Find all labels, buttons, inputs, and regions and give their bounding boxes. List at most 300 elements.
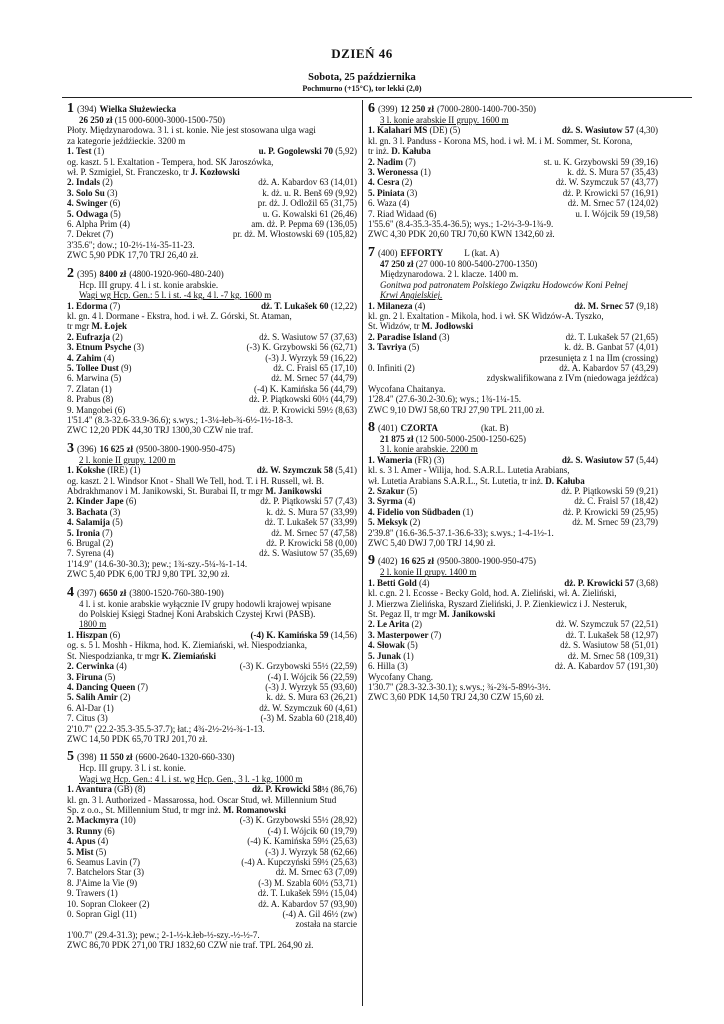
horse-name: 3. Masterpower <box>368 629 429 640</box>
text-field: 2 l. konie II grupy. 1400 m <box>380 567 477 578</box>
runner-row <box>67 713 357 723</box>
post-number: (4) <box>97 836 109 847</box>
jockey-odds: k. dż. B. Ganbat 57 (4,01) <box>564 342 658 353</box>
runner-row <box>67 878 357 888</box>
text-field: (6600-2640-1320-660-330) <box>135 752 235 763</box>
jockey-odds: dż. A. Kabardov 57 (191,30) <box>554 661 658 672</box>
post-number: (5) <box>95 846 107 857</box>
text-field: M. Romanowski <box>223 804 287 815</box>
horse-name: 3. Runny <box>67 825 103 836</box>
text-field: ZWC 86,70 PDK 271,00 TRJ 1832,60 CZW nie traf. TPL 264,90 zł. <box>67 940 314 951</box>
text-field: 1'30.7" (28.3-32.3-30.1); s.wys.; ¾-2¾-5-89½-3½. <box>368 681 551 692</box>
text-field: (9500-3800-1900-950-475) <box>437 556 536 567</box>
text-field: (397) <box>77 587 97 598</box>
text-field: L (kat. A) <box>464 247 500 258</box>
text-field: (GB) (8) <box>114 784 146 795</box>
text-field: 5 <box>67 749 74 765</box>
text-field: Abdrakhmanov i M. Janikowski, St. Burabai II, tr mgr <box>67 486 266 496</box>
text-field: (3800-1520-760-380-190) <box>129 587 224 598</box>
horse-name: 3. Weronessa <box>368 167 419 178</box>
horse-name: 3. Bachata <box>67 506 108 517</box>
horse-name: 3. Etnum Psyche <box>67 342 132 353</box>
text-field: tr mgr <box>67 321 92 332</box>
post-number: (4) <box>103 548 114 559</box>
post-number: (3) <box>97 713 108 724</box>
horse-name: 4. Dancing Queen <box>67 681 136 692</box>
jockey-odds: (-3) K. Grzybowski 55½ (22,59) <box>239 661 357 672</box>
column-divider <box>362 100 363 1006</box>
horse-name: 7. Citus <box>67 713 96 724</box>
horse-name: 5. Junak <box>368 650 402 661</box>
horse-name: 9. Mangobei <box>67 404 113 415</box>
text-field: 2'39.8" (16.6-36.5-37.1-36.6-33); s.wys.; 1-4-1½-1. <box>368 527 554 538</box>
post-number: (9) <box>121 362 132 373</box>
jockey-odds: (-3) J. Wyrzyk 58 (62,66) <box>265 846 357 857</box>
runner-row <box>67 507 357 517</box>
text-field: (FR) (3) <box>414 454 445 465</box>
runner-row <box>368 177 658 187</box>
runners-list <box>368 619 658 671</box>
post-number: (4) <box>398 198 410 209</box>
text-field: M. Janikowski <box>438 609 496 620</box>
runner-row <box>368 167 658 177</box>
text-field: og. kaszt. 2 l. Windsor Knot - Shall We Tell, hod. T. i H. Russell, wł. B. <box>67 475 324 486</box>
winner-row <box>67 465 357 475</box>
runner-row <box>67 682 357 692</box>
text-field: (7) <box>109 300 121 311</box>
text-field: Wycofany Chang. <box>368 671 433 682</box>
text-field: D. Kałuba <box>391 146 431 157</box>
race-conditions: Płoty. Międzynarodowa. 3 l. i st. konie. Nie jest stosowana ulga wagi <box>67 125 316 136</box>
jockey-odds: dż. W. Szymczuk 57 (43,77) <box>555 177 658 188</box>
runner-row <box>67 188 357 198</box>
runner-row <box>67 496 357 506</box>
horse-name: 3. Syrma <box>368 496 403 507</box>
horse-name: 4. Salamija <box>67 517 111 528</box>
runner-row <box>67 672 357 682</box>
horse-name: 3. Solo Su <box>67 187 105 198</box>
race-5 <box>67 750 357 950</box>
race-2 <box>67 267 357 436</box>
runner-row <box>67 373 357 383</box>
text-field: D. Kałuba <box>545 475 585 486</box>
jockey-odds: dż. P. Krowicki 59 (25,95) <box>562 506 658 517</box>
runner-row <box>368 619 658 629</box>
text-field: 3 <box>67 440 74 456</box>
text-field: (396) <box>77 443 97 454</box>
text-field: dż. M. Srnec 57 <box>574 300 634 311</box>
post-number: (5) <box>407 640 418 651</box>
runner-row <box>67 548 357 558</box>
runners-list <box>67 661 357 723</box>
text-field: 9 <box>368 553 375 569</box>
runner-row <box>67 332 357 342</box>
jockey-odds: dż. T. Lukašek 57 (21,65) <box>565 331 658 342</box>
winner-row <box>368 125 658 135</box>
text-field: 1'14.9" (14.6-30-30.3); pew.; 1¾-szy.-5¼-¾-1-14. <box>67 558 248 569</box>
runner-row <box>368 640 658 650</box>
text-field: Wycofana Chaitanya. <box>368 383 446 394</box>
runner-row <box>67 888 357 898</box>
jockey-odds: (-3) M. Szabla 60 (218,40) <box>260 713 357 724</box>
left-column <box>67 102 357 957</box>
horse-name: 5. Salih Amir <box>67 692 118 703</box>
horse-name: 6. Hilla <box>368 661 395 672</box>
text-field: kl. s. 3 l. Amer - Wilija, hod. S.A.R.L. Lutetia Arabians, <box>368 465 570 476</box>
text-field: Sp. z o.o., St. Millennium Stud, tr mgr inż. <box>67 804 224 815</box>
winner-row <box>67 630 357 640</box>
text-field: 16 625 zł <box>400 556 434 567</box>
horse-name: 5. Piniata <box>368 187 405 198</box>
post-number: (7) <box>102 527 113 538</box>
jockey-odds: u. G. Kowalski 61 (26,46) <box>262 208 357 219</box>
horse-name: 7. Syrena <box>67 548 101 559</box>
text-field: ZWC 12,20 PDK 44,30 TRJ 1300,30 CZW nie traf. <box>67 425 254 436</box>
horse-name: 6. Seamus Lavin <box>67 857 128 867</box>
race-6 <box>368 102 658 240</box>
post-number: (1) <box>403 650 414 661</box>
horse-name: 5. Tollee Dust <box>67 362 119 373</box>
text-field: (-4) K. Kamińska 59 <box>250 629 329 640</box>
race-7 <box>368 246 658 415</box>
runners-list <box>368 486 658 528</box>
horse-name: 6. Alpha Prim <box>67 219 118 230</box>
text-field: 8 <box>368 419 375 435</box>
jockey-odds: dż. A. Kabardov 63 (14,01) <box>258 177 357 188</box>
jockey-odds: dż. T. Lukašek 59½ (15,04) <box>257 888 357 899</box>
horse-name: 10. Sopran Clokeer <box>67 898 137 909</box>
horse-name: 7. Zlatan <box>67 383 99 394</box>
jockey-odds: dż. M. Srnec 57 (47,58) <box>271 527 357 538</box>
race-conditions-2: za kategorie jeźdźieckie. 3200 m <box>67 135 186 146</box>
text-field: (7000-2800-1400-700-350) <box>437 104 536 114</box>
race-9 <box>368 554 658 702</box>
runner-row <box>368 486 658 496</box>
post-number: (4) <box>119 219 131 230</box>
horse-name: 4. Fidelio von Südbaden <box>368 506 461 517</box>
jockey-odds: dż. S. Wasiutow 58 (51,01) <box>560 640 658 651</box>
text-field: Hcp. III grupy. 3 l. i st. konie. <box>79 763 186 774</box>
text-field: St. Niespodzianka, tr mgr <box>67 650 162 661</box>
post-number: (5) <box>110 373 122 384</box>
text-field: (1) <box>93 146 105 157</box>
race-8 <box>368 421 658 548</box>
jockey-odds: dż. M. Srnec 63 (7,09) <box>275 867 357 878</box>
jockey-odds: dż. P. Krowicki 58 (0,00) <box>266 538 357 549</box>
runner-row <box>67 219 357 229</box>
post-number: (5) <box>408 342 420 353</box>
horse-name: 7. Batchelors Star <box>67 867 132 878</box>
runner-row <box>67 857 357 867</box>
post-number: (2) <box>102 538 114 549</box>
runner-row <box>368 342 658 352</box>
jockey-odds: dż. W. Szymczuk 57 (22,51) <box>555 619 658 630</box>
jockey-odds: dż. P. Piątkowski 60½ (44,79) <box>249 394 357 405</box>
text-field: dż. A. Kabardov 57 (43,29) <box>559 362 658 373</box>
horse-name: 4. Słowak <box>368 640 406 651</box>
text-field: 2 <box>67 265 74 281</box>
jockey-odds: pr. dż. M. Włostowski 69 (105,82) <box>232 229 357 240</box>
text-field: 3 l. konie arabskie. 2200 m <box>380 444 478 455</box>
post-number: (4) <box>103 352 115 363</box>
text-field: 4 l. i st. konie arabskie wyłącznie IV grupy hodowli krajowej wpisane <box>79 598 332 609</box>
race-purse: 26 250 zł <box>79 115 113 125</box>
text-field: u. P. Gogolewski 70 <box>258 146 333 157</box>
runner-row <box>368 363 658 373</box>
text-field: kl. c.gn. 2 l. Ecosse - Becky Gold, hod. A. Zieliński, wł. A. Zieliński, <box>368 588 617 599</box>
runner-row <box>368 661 658 671</box>
post-number: (5) <box>112 517 123 528</box>
runner-row <box>368 651 658 661</box>
text-field: ZWC 4,30 PDK 20,60 TRJ 70,60 KWN 1342,60 zł. <box>368 229 555 240</box>
runner-row <box>67 836 357 846</box>
runner-row <box>67 209 357 219</box>
text-field: M. Jodłowski <box>421 321 474 332</box>
text-field: (12 500-5000-2500-1250-625) <box>415 433 526 444</box>
text-field: (86,76) <box>330 784 357 795</box>
runners-list <box>368 157 658 219</box>
runner-row <box>67 528 357 538</box>
jockey-odds: pr. dż. J. Odložil 65 (31,75) <box>257 198 357 209</box>
horse-name: 5. Meksyk <box>368 517 408 528</box>
post-number: (7) <box>137 681 149 692</box>
horse-name: 4. Cesra <box>368 177 400 188</box>
text-field: Krwi Angielskiej. <box>380 290 443 301</box>
text-field: 2 l. konie II grupy. 1200 m <box>79 454 176 465</box>
text-field: 1. Edorma <box>67 300 108 311</box>
jockey-odds: am. dż. P. Pepma 69 (136,05) <box>251 219 357 230</box>
text-field: (27 000-10 800-5400-2700-1350) <box>415 258 538 269</box>
horse-name: 7. Dekret <box>67 229 101 240</box>
text-field: 1'55.6" (8.4-35.3-35.4-36.5); wys.; 1-2½-3-9-1¾-9. <box>368 219 554 230</box>
runner-row <box>368 188 658 198</box>
horse-name: 2. Cerwinka <box>67 661 114 672</box>
text-field: 6650 zł <box>99 587 127 598</box>
post-number: (6) <box>109 198 121 209</box>
text-field: (4800-1920-960-480-240) <box>129 268 224 279</box>
text-field: (5,44) <box>636 454 658 465</box>
runner-row <box>67 899 357 909</box>
text-field: Międzynarodowa. 2 l. klacze. 1400 m. <box>380 269 519 280</box>
text-field: zdyskwalifikowana z IVm (niedowaga jeźdźca) <box>486 373 658 384</box>
text-field: Hcp. III grupy. 4 l. i st. konie arabskie. <box>79 279 219 290</box>
post-number: (6) <box>114 404 126 415</box>
race-1 <box>67 102 357 261</box>
text-field: og. s. 5 l. Moshh - Hikma, hod. K. Ziemiański, wł. Niespodzianka, <box>67 640 307 651</box>
winner-row <box>67 146 357 156</box>
runner-row <box>67 703 357 713</box>
text-field: 1. Milaneza <box>368 300 413 311</box>
winner-row <box>67 301 357 311</box>
text-field: (9,18) <box>636 300 658 311</box>
text-field: CZORTA <box>400 422 439 433</box>
winner-row <box>368 301 658 311</box>
text-field: (3,68) <box>636 577 658 588</box>
runner-row <box>67 517 357 527</box>
text-field: kl. gn. 2 l. Exaltation - Mikola, hod. i wł. SK Widzów-A. Tyszko, <box>368 310 604 321</box>
jockey-odds: dż. M. Srnec 59 (23,79) <box>572 517 658 528</box>
jockey-odds: dż. P. Krowicki 59½ (8,63) <box>259 404 357 415</box>
runner-row <box>368 198 658 208</box>
text-field: 16 625 zł <box>99 443 133 454</box>
text-field: (5,92) <box>335 146 357 157</box>
horse-name: 4. Zahim <box>67 352 102 363</box>
post-number: (1) <box>103 702 114 713</box>
jockey-odds: (-4) K. Kamińska 59½ (25,63) <box>247 836 357 847</box>
race-3 <box>67 442 357 580</box>
runner-row <box>368 157 658 167</box>
text-field: (4) <box>414 300 426 311</box>
horse-name: 2. Indals <box>67 177 101 188</box>
runner-row <box>368 630 658 640</box>
text-field: 21 875 zł <box>380 433 414 444</box>
post-number: (8) <box>102 394 114 405</box>
jockey-odds: dż. M. Srnec 57 (124,02) <box>567 198 658 209</box>
text-field: wł. Lutetia Arabians S.A.R.L., St. Lutetia, tr inż. <box>368 475 546 486</box>
post-number: (3) <box>107 187 118 198</box>
horse-name: 2. Le Arita <box>368 619 410 630</box>
post-number: (1) <box>462 506 474 517</box>
runner-row <box>67 815 357 825</box>
text-field: dż. T. Lukašek 60 <box>261 300 329 311</box>
post-number: (5) <box>104 671 116 682</box>
runner-row <box>67 229 357 239</box>
text-field: (6) <box>109 629 121 640</box>
text-field: 1. Avantura <box>67 784 112 795</box>
runner-row <box>368 209 658 219</box>
jockey-odds: u. I. Wójcik 59 (19,58) <box>575 208 658 219</box>
runner-row <box>67 826 357 836</box>
post-number: (5) <box>406 486 418 496</box>
horse-name: 2. Szakur <box>368 486 405 496</box>
post-number: (11) <box>122 909 137 920</box>
runners-list <box>67 177 357 239</box>
text-field: ZWC 3,60 PDK 14,50 TRJ 24,30 CZW 15,60 zł. <box>368 692 544 703</box>
text-field: 0. Infiniti <box>368 362 402 373</box>
jockey-odds: k. dż. u. R. Benš 69 (9,92) <box>262 187 357 198</box>
runner-row <box>368 507 658 517</box>
horse-name: 8. J'Aime la Vie <box>67 877 125 888</box>
post-number: (2) <box>401 177 413 188</box>
text-field: 11 550 zł <box>99 752 133 763</box>
header-rule <box>62 97 692 98</box>
post-number: (2) <box>411 619 422 630</box>
post-number: (1) <box>101 383 112 394</box>
text-field: 1'28.4" (27.6-30.2-30.6); wys.; 1¾-1¼-15. <box>368 394 522 405</box>
post-number: (3) <box>439 331 450 342</box>
text-field: Wagi wg Hcp. Gen.: 5 l. i st. -4 kg, 4 l. -7 kg. 1600 m <box>79 290 272 301</box>
runner-row <box>67 353 357 363</box>
post-number: (9) <box>126 877 138 888</box>
jockey-odds: dż. C. Fraisl 57 (18,42) <box>574 496 658 507</box>
text-field: ZWC 5,40 PDK 6,00 TRJ 9,80 TPL 32,90 zł. <box>67 569 230 580</box>
day-title: DZIEŃ 46 <box>331 46 393 61</box>
text-field: 12 250 zł <box>400 104 434 114</box>
post-number: (3) <box>397 661 408 672</box>
race-code: (394) <box>77 104 97 114</box>
jockey-odds: (-4) K. Kamińska 56 (44,79) <box>254 383 357 394</box>
race-number: 1 <box>67 101 74 116</box>
text-field: 47 250 zł <box>380 258 414 269</box>
text-field: M. Janikowski <box>265 486 322 496</box>
text-field: 1. Betti Gold <box>368 577 417 588</box>
runner-row <box>67 198 357 208</box>
text-field: kl. gn. 3 l. Panduss - Korona MS, hod. i wł. M. i M. Sommer, St. Korona, <box>368 135 633 146</box>
text-field: dż. W. Szymczuk 58 <box>256 465 333 476</box>
post-number: (3) <box>133 342 145 353</box>
right-column <box>368 102 658 709</box>
text-field: 1. Hiszpan <box>67 629 108 640</box>
jockey-odds: dż. T. Lukašek 57 (33,99) <box>264 517 357 528</box>
text-field: 7 <box>368 244 375 260</box>
runner-row <box>67 909 357 919</box>
horse-name: 2. Paradise Island <box>368 331 437 342</box>
race-bets: ZWC 5,90 PDK 17,70 TRJ 26,40 zł. <box>67 250 199 261</box>
post-number: (3) <box>109 506 121 517</box>
text-field: (395) <box>77 268 97 279</box>
text-field: do Polskiej Księgi Stadnej Koni Arabskich Czystej Krwi (PASB). <box>79 609 316 620</box>
jockey-odds: (-3) K. Grzybowski 56 (62,71) <box>246 342 357 353</box>
text-field: tr inż. <box>368 146 392 157</box>
text-field: 8400 zł <box>99 268 127 279</box>
post-number: (2) <box>409 517 421 528</box>
text-field: (kat. B) <box>481 422 509 433</box>
horse-name: 2. Nadim <box>368 156 404 167</box>
purse-split: (15 000-6000-3000-1500-750) <box>114 115 225 125</box>
jockey-odds: (-3) M. Szabla 60½ (53,71) <box>258 877 357 888</box>
text-field: (DE) (5) <box>429 125 461 136</box>
runner-row <box>368 496 658 506</box>
text-field: EFFORTY <box>400 247 444 258</box>
post-number: (2) <box>102 177 113 188</box>
text-field: 1'00.7" (29.4-31.3); pew.; 2-1-½-k.łeb-½-szy.-½-½-7. <box>67 929 260 940</box>
runner-row <box>67 177 357 187</box>
text-field: ZWC 5,40 DWJ 7,00 TRJ 14,90 zł. <box>368 538 496 549</box>
text-field: St. Widzów, tr <box>368 321 422 332</box>
post-number: (6) <box>104 825 115 836</box>
jockey-odds: k. dż. S. Mura 57 (35,43) <box>567 167 658 178</box>
text-field: (14,56) <box>330 629 357 640</box>
jockey-odds: (-4) I. Wójcik 60 (19,79) <box>267 825 357 836</box>
text-field: (4) <box>419 577 430 588</box>
runners-list <box>67 815 357 919</box>
text-field: 3 l. konie arabskie II grupy. 1600 m <box>380 115 509 125</box>
post-number: (7) <box>405 156 416 167</box>
text-field: wł. P. Szmigiel, St. Franczesko, tr <box>67 167 191 178</box>
jockey-odds: (-3) J. Wyrzyk 59 (16,22) <box>265 352 357 363</box>
horse-name: 2. Eufrazja <box>67 331 110 342</box>
runner-row <box>67 363 357 373</box>
runner-row <box>67 847 357 857</box>
winner-info: og. kaszt. 5 l. Exaltation - Tempera, hod. SK Jaroszówka, <box>67 156 274 167</box>
horse-name: 6. Al-Dar <box>67 702 101 713</box>
runner-row <box>368 517 658 527</box>
post-number: (10) <box>120 815 136 826</box>
horse-name: 7. Riad Widaad <box>368 208 424 219</box>
jockey-odds: dż. A. Kabardov 57 (93,90) <box>258 898 357 909</box>
runner-row <box>67 867 357 877</box>
text-field: dż. P. Krowicki 57 <box>564 577 634 588</box>
horse-name: 6. Waza <box>368 198 397 209</box>
runners-list <box>368 332 658 353</box>
runner-row <box>368 332 658 342</box>
jockey-odds: (-4) I. Wójcik 56 (22,59) <box>267 671 357 682</box>
date-line: Sobota, 25 października <box>308 72 416 83</box>
post-number: (3) <box>133 867 144 878</box>
horse-name: 5. Ironia <box>67 527 100 538</box>
post-number: (1) <box>107 888 118 899</box>
text-field: 1'51.4" (8.3-32.6-33.9-36.6); s.wys.; 1-3¼-łeb-¾-6½-1½-18-3. <box>67 414 294 425</box>
